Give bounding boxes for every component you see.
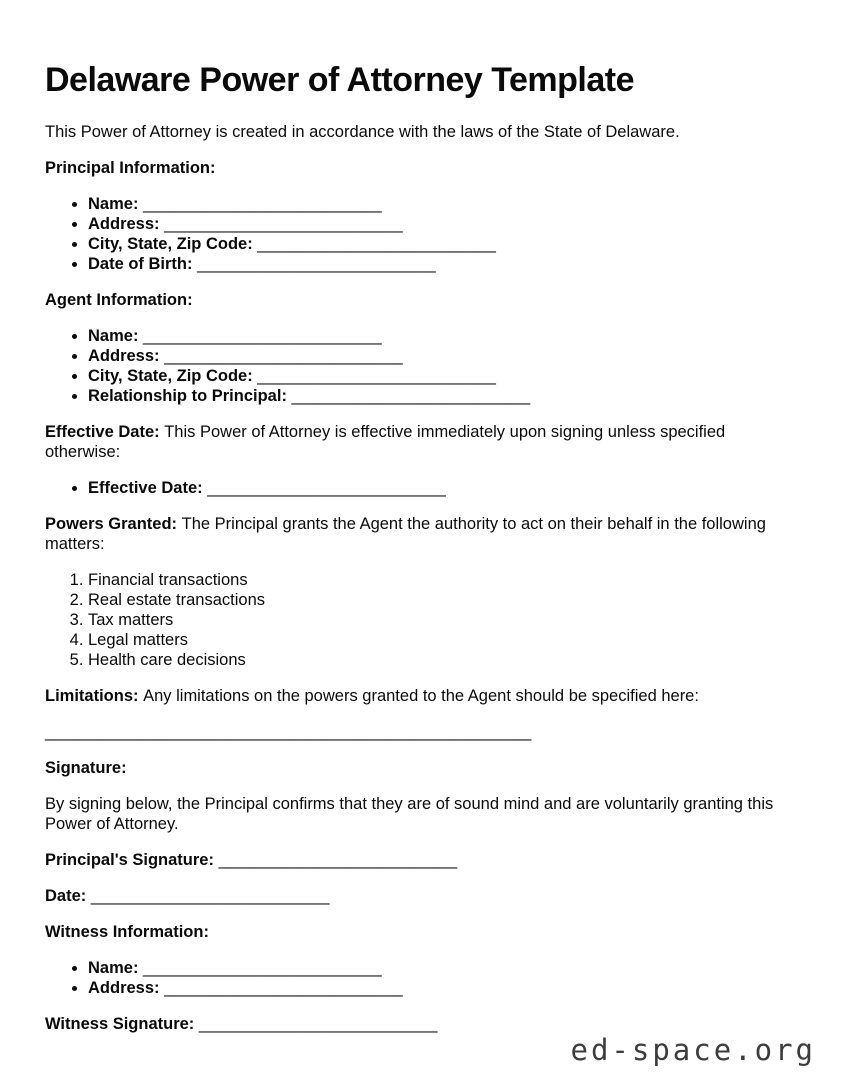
- page-title: Delaware Power of Attorney Template: [45, 61, 634, 99]
- field-label: Address:: [88, 347, 160, 365]
- limitations-text: Any limitations on the powers granted to the Agent should be specified here:: [143, 687, 699, 705]
- list-item: [88, 958, 799, 978]
- field-label: Name:: [88, 327, 139, 345]
- effective-date-paragraph: [45, 422, 799, 462]
- limitations-paragraph: [45, 686, 799, 706]
- field-label: City, State, Zip Code:: [88, 235, 253, 253]
- list-item: [88, 254, 799, 274]
- field-label: Date of Birth:: [88, 255, 193, 273]
- list-item: 2. Real estate transactions: [88, 590, 799, 610]
- principal-information-heading: Principal Information:: [45, 159, 216, 177]
- fill-in-blank: __________________________: [198, 1015, 438, 1033]
- fill-in-blank: __________________________: [164, 215, 403, 233]
- field-label: Address:: [88, 215, 160, 233]
- powers-granted-label: Powers Granted:: [45, 515, 178, 533]
- fill-in-blank: __________________________: [257, 235, 496, 253]
- list-item: 3. Tax matters: [88, 610, 799, 630]
- limitations-label: Limitations:: [45, 687, 139, 705]
- agent-information-list: [45, 326, 799, 406]
- fill-in-blank: __________________________: [218, 851, 458, 869]
- fill-in-blank: __________________________: [143, 959, 382, 977]
- field-label: Relationship to Principal:: [88, 387, 287, 405]
- signature-heading: Signature:: [45, 759, 127, 777]
- fill-in-blank: __________________________: [164, 979, 403, 997]
- list-item: [88, 194, 799, 214]
- fill-in-blank: __________________________: [164, 347, 403, 365]
- fill-in-blank: __________________________: [291, 387, 531, 405]
- list-item: [88, 214, 799, 234]
- watermark: ed-space.org: [570, 1033, 816, 1067]
- fill-in-blank: __________________________: [143, 195, 382, 213]
- list-item: [88, 234, 799, 254]
- fill-in-blank: __________________________: [90, 887, 330, 905]
- powers-granted-list: [45, 570, 799, 670]
- list-item: 5. Health care decisions: [88, 650, 799, 670]
- field-label: Address:: [88, 979, 160, 997]
- fill-in-blank: __________________________: [257, 367, 496, 385]
- list-item: [88, 326, 799, 346]
- powers-granted-paragraph: [45, 514, 799, 554]
- signature-statement: By signing below, the Principal confirms that they are of sound mind and are voluntarily granting this Power of Attorney.: [45, 795, 774, 833]
- principal-signature-row: [45, 850, 799, 870]
- list-item: 4. Legal matters: [88, 630, 799, 650]
- effective-date-text: This Power of Attorney is effective immediately upon signing unless specified otherwise:: [45, 423, 726, 461]
- fill-in-blank: __________________________: [143, 327, 382, 345]
- effective-date-list: [45, 478, 799, 498]
- field-label: Name:: [88, 195, 139, 213]
- list-item: [88, 346, 799, 366]
- witness-information-list: [45, 958, 799, 998]
- limitations-blank-line: _____________________________________________________: [45, 723, 532, 741]
- principal-information-list: [45, 194, 799, 274]
- field-label: Effective Date:: [88, 479, 203, 497]
- field-label: Date:: [45, 887, 87, 905]
- powers-granted-text: The Principal grants the Agent the authority to act on their behalf in the following matters:: [45, 515, 766, 553]
- date-row: [45, 886, 799, 906]
- fill-in-blank: __________________________: [197, 255, 436, 273]
- agent-information-heading: Agent Information:: [45, 291, 193, 309]
- field-label: Witness Signature:: [45, 1015, 195, 1033]
- intro-paragraph: This Power of Attorney is created in accordance with the laws of the State of Delaware.: [45, 123, 680, 141]
- list-item: [88, 366, 799, 386]
- field-label: Principal's Signature:: [45, 851, 214, 869]
- effective-date-label: Effective Date:: [45, 423, 160, 441]
- field-label: Name:: [88, 959, 139, 977]
- list-item: [88, 386, 799, 406]
- list-item: [88, 978, 799, 998]
- fill-in-blank: __________________________: [207, 479, 446, 497]
- list-item: [88, 478, 799, 498]
- field-label: City, State, Zip Code:: [88, 367, 253, 385]
- witness-information-heading: Witness Information:: [45, 923, 209, 941]
- list-item: 1. Financial transactions: [88, 570, 799, 590]
